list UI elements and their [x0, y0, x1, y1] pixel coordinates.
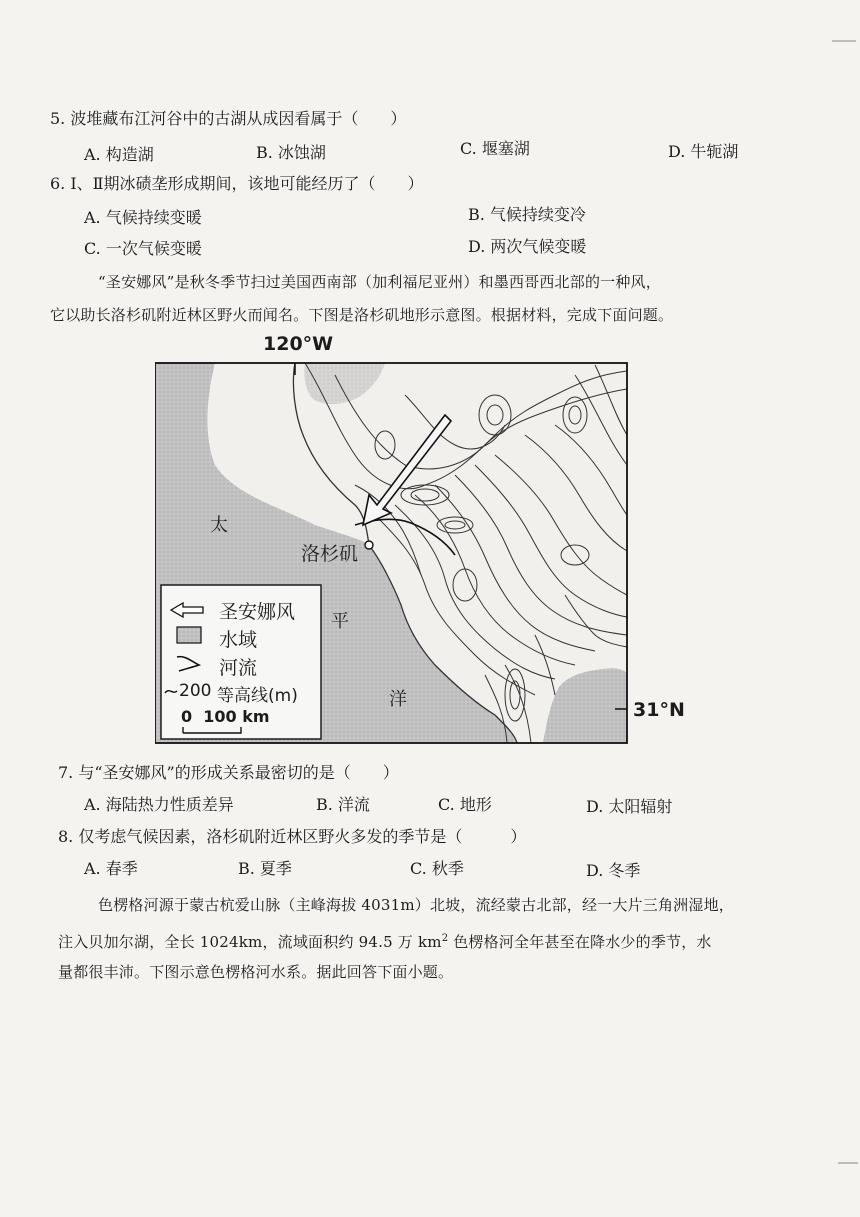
- legend-contour-value: 200: [179, 681, 212, 701]
- passage-santa-ana-line-2: 它以助长洛杉矶附近林区野火而闻名。下图是洛杉矶地形示意图。根据材料，完成下面问题。: [50, 306, 674, 324]
- los-angeles-terrain-map: [155, 333, 685, 745]
- question-5-option-a: A. 构造湖: [84, 145, 154, 164]
- longitude-label: 120°W: [263, 333, 334, 355]
- question-8-option-d: D. 冬季: [586, 861, 641, 880]
- latitude-label: 31°N: [633, 699, 685, 721]
- question-8-option-c: C. 秋季: [410, 859, 464, 878]
- question-7-option-b: B. 洋流: [316, 795, 370, 814]
- question-5-stem: 5. 波堆藏布江河谷中的古湖从成因看属于（ ）: [50, 109, 407, 128]
- passage-santa-ana-line-1: “圣安娜风”是秋冬季节扫过美国西南部（加利福尼亚州）和墨西哥西北部的一种风，: [98, 273, 661, 291]
- los-angeles-marker: [365, 541, 373, 549]
- ocean-label-tai: 太: [210, 515, 228, 536]
- passage-selenga-line-2: [58, 928, 712, 953]
- question-5-option-b: B. 冰蚀湖: [256, 143, 326, 162]
- ocean-label-ping: 平: [331, 611, 349, 632]
- question-6-option-a: A. 气候持续变暖: [84, 208, 202, 227]
- legend-water-label: 水域: [219, 629, 258, 651]
- passage-selenga-line-2-part-1: 注入贝加尔湖，全长 1024km，流域面积约 94.5 万 km: [58, 933, 442, 951]
- passage-selenga-line-3: 量都很丰沛。下图示意色楞格河水系。据此回答下面小题。: [58, 963, 454, 981]
- question-7-option-c: C. 地形: [438, 795, 492, 814]
- legend-contour-label: 等高线(m): [217, 686, 298, 706]
- question-6-stem: 6. Ⅰ、Ⅱ期冰碛垄形成期间，该地可能经历了（ ）: [50, 174, 424, 193]
- question-6-option-b: B. 气候持续变冷: [468, 205, 586, 224]
- question-7-stem: 7. 与“圣安娜风”的形成关系最密切的是（ ）: [58, 763, 399, 782]
- legend-river-label: 河流: [219, 657, 258, 679]
- question-5-option-c: C. 堰塞湖: [460, 139, 530, 158]
- question-7-option-a: A. 海陆热力性质差异: [84, 795, 234, 814]
- city-label-los-angeles: 洛杉矶: [301, 543, 359, 565]
- ocean-label-yang: 洋: [389, 689, 407, 710]
- question-7-option-d: D. 太阳辐射: [586, 797, 673, 816]
- scan-edge-mark: [832, 40, 856, 42]
- legend-water-icon: [177, 627, 201, 643]
- question-6-option-c: C. 一次气候变暖: [84, 239, 202, 258]
- passage-selenga-line-2-part-2: 色楞格河全年甚至在降水少的季节，水: [448, 933, 712, 951]
- legend-scale-label: 0 100 km: [181, 707, 270, 726]
- question-8-option-b: B. 夏季: [238, 859, 292, 878]
- question-8-stem: 8. 仅考虑气候因素，洛杉矶附近林区野火多发的季节是（ ）: [58, 827, 527, 846]
- question-6-option-d: D. 两次气候变暖: [468, 237, 587, 256]
- area-unit-superscript: 2: [441, 933, 449, 944]
- question-5-option-d: D. 牛轭湖: [668, 142, 739, 161]
- question-8-option-a: A. 春季: [84, 859, 138, 878]
- scan-edge-mark: [838, 1162, 858, 1164]
- legend-wind-label: 圣安娜风: [219, 601, 296, 623]
- passage-selenga-line-1: 色楞格河源于蒙古杭爱山脉（主峰海拔 4031m）北坡，流经蒙古北部，经一大片三角洲湿地，: [98, 896, 734, 914]
